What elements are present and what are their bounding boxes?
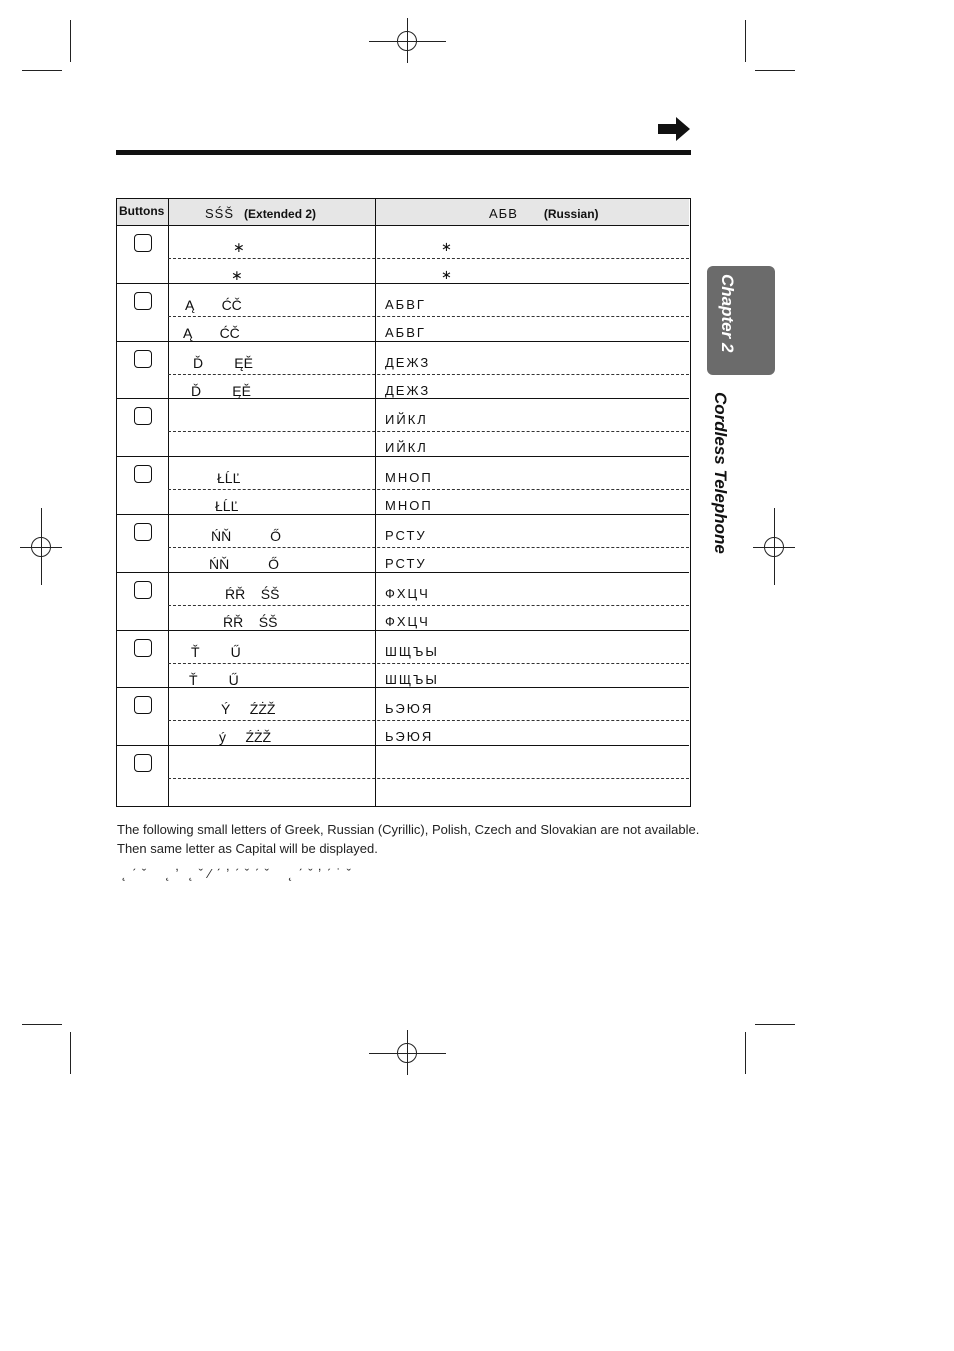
row-separator (117, 456, 689, 457)
registration-mark (774, 508, 775, 585)
case-divider (168, 663, 689, 664)
registration-mark (407, 18, 408, 63)
dial-button (134, 465, 152, 483)
character-table (116, 198, 691, 807)
extended2-upper: Ď ĘĚ (193, 354, 253, 371)
case-divider (168, 258, 689, 259)
russian-lower: ИЙКЛ (385, 440, 428, 456)
dial-button (134, 639, 152, 657)
case-divider (168, 431, 689, 432)
russian-upper: МНОП (385, 470, 433, 486)
note (117, 820, 699, 858)
chapter-label: Chapter 2 (718, 274, 737, 353)
extended2-upper: ∗ (233, 239, 245, 255)
russian-upper: РСТУ (385, 528, 427, 543)
crop-mark (755, 70, 795, 71)
buttons-column-header: Buttons (119, 204, 165, 218)
registration-mark (41, 508, 42, 585)
russian-lower: ∗ (441, 267, 454, 282)
russian-column-header (489, 206, 599, 221)
dial-button (134, 407, 152, 425)
extended2-column-header (205, 206, 316, 221)
russian-lower: ШЩЪЫ (385, 671, 439, 687)
case-divider (168, 720, 689, 721)
row-separator (117, 283, 689, 284)
crop-mark (70, 1032, 71, 1074)
crop-mark (22, 1024, 62, 1025)
russian-upper: АБВГ (385, 296, 426, 312)
extended2-lower: Ď ĘĚ (191, 382, 251, 399)
extended2-lower: ∗ (231, 267, 243, 283)
row-separator (117, 630, 689, 631)
case-divider (168, 547, 689, 548)
extended2-upper: ŁĹĽ (217, 470, 241, 487)
note-line: The following small letters of Greek, Russian (Cyrillic), Polish, Czech and Slovakian are not available. (117, 822, 700, 837)
row-separator (117, 341, 689, 342)
extended2-upper: Ý ŹŻŽ (221, 701, 276, 718)
extended2-upper: Ť Ű (191, 643, 241, 660)
russian-lower: ДЕЖЗ (385, 382, 431, 398)
chapter-tab (707, 266, 775, 375)
russian-upper: ФХЦЧ (385, 585, 430, 601)
extended2-lower: ŃŇ Ő (209, 556, 280, 572)
dial-button (134, 234, 152, 252)
dial-button (134, 581, 152, 599)
russian-lower: ФХЦЧ (385, 613, 430, 629)
row-separator (117, 398, 689, 399)
extended2-upper: ŔŘ ŚŠ (225, 585, 280, 602)
crop-mark (745, 20, 746, 62)
dial-button (134, 754, 152, 772)
extended2-upper: Ą ĆČ (185, 296, 242, 313)
russian-lower: РСТУ (385, 556, 427, 571)
crop-mark (70, 20, 71, 62)
registration-mark (407, 1030, 408, 1075)
diacritic-row: ˛ ˊ ˇ ˛ ʼ ˛ ˇ ⁄ ˊ ʼ ˊ ˇ ˊ ˇ ˛ ˊ ˇ ʼ ˊ ˙ ˇ (122, 866, 352, 881)
crop-mark (755, 1024, 795, 1025)
russian-lower: АБВГ (385, 324, 426, 340)
row-separator (117, 687, 689, 688)
note-line: Then same letter as Capital will be displayed. (117, 841, 378, 856)
dial-button (134, 350, 152, 368)
russian-sample: АБВ (489, 206, 518, 221)
table-header (117, 199, 689, 226)
dial-button (134, 292, 152, 310)
case-divider (168, 489, 689, 490)
column-divider (375, 199, 376, 806)
case-divider (168, 605, 689, 606)
extended2-lower: ŔŘ ŚŠ (223, 613, 278, 630)
arrow-right-icon (658, 117, 690, 141)
russian-upper: ЬЭЮЯ (385, 701, 434, 717)
russian-upper: ДЕЖЗ (385, 354, 431, 370)
case-divider (168, 374, 689, 375)
crop-mark (745, 1032, 746, 1074)
extended2-lower: Ą ĆČ (183, 324, 240, 341)
header-rule (116, 150, 691, 155)
row-separator (117, 572, 689, 573)
extended2-lower: ŁĹĽ (215, 498, 239, 515)
extended2-upper: ŃŇ Ő (211, 528, 282, 544)
side-title: Cordless Telephone (711, 392, 730, 554)
dial-button (134, 523, 152, 541)
row-separator (117, 745, 689, 746)
extended2-lower: ý ŹŻŽ (219, 729, 272, 746)
case-divider (168, 316, 689, 317)
case-divider (168, 778, 689, 779)
russian-lower: ЬЭЮЯ (385, 729, 434, 745)
russian-label: (Russian) (543, 207, 599, 221)
russian-upper: ∗ (441, 239, 454, 254)
column-divider (168, 199, 169, 806)
crop-mark (22, 70, 62, 71)
row-separator (117, 514, 689, 515)
russian-upper: ШЩЪЫ (385, 643, 439, 659)
russian-upper: ИЙКЛ (385, 412, 428, 428)
extended2-label: (Extended 2) (244, 207, 317, 221)
dial-button (134, 696, 152, 714)
extended2-lower: Ť Ű (189, 671, 239, 688)
russian-lower: МНОП (385, 498, 433, 514)
extended2-sample: SŚŠ (205, 206, 235, 221)
